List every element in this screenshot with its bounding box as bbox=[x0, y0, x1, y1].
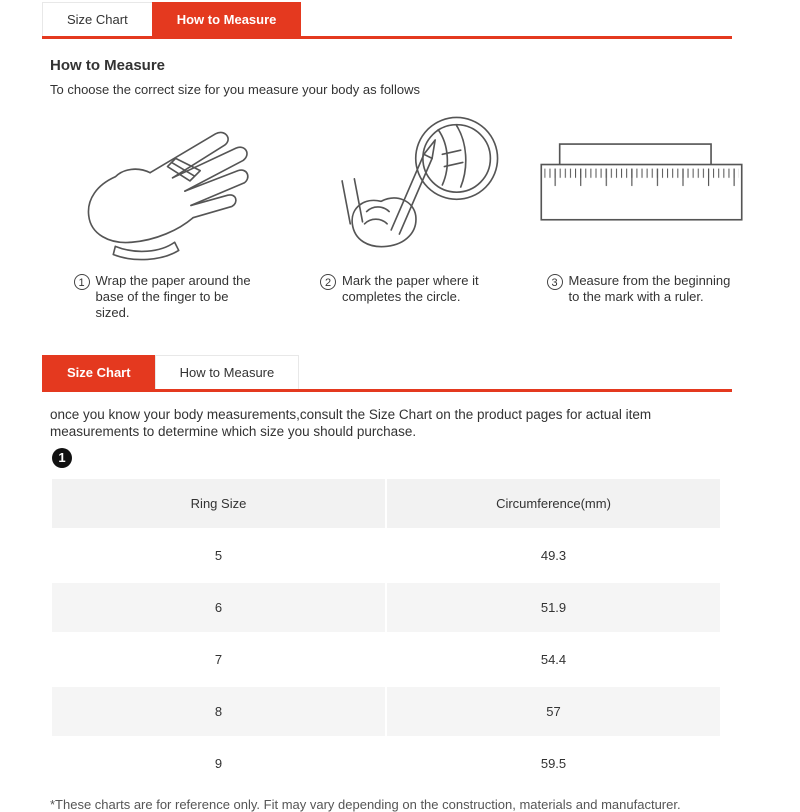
tab-size-chart[interactable]: Size Chart bbox=[42, 355, 156, 389]
tab-underline bbox=[42, 389, 732, 392]
circumference-cell: 57 bbox=[387, 687, 720, 736]
step-number: 2 bbox=[320, 274, 336, 290]
table-row bbox=[52, 531, 720, 580]
ring-size-table bbox=[50, 476, 722, 791]
circumference-cell: 49.3 bbox=[540, 548, 567, 563]
step-measure-ruler bbox=[529, 107, 754, 321]
step-caption-text: Mark the paper where it completes the circle. bbox=[342, 273, 479, 304]
col-header-circumference: Circumference(mm) bbox=[387, 479, 720, 528]
tab-how-to-measure[interactable]: How to Measure bbox=[152, 2, 302, 36]
tab-underline bbox=[42, 36, 732, 39]
circumference-cell: 54.4 bbox=[540, 652, 567, 667]
table-row bbox=[52, 635, 720, 684]
step-caption-text: Measure from the beginning to the mark with a ruler. bbox=[568, 273, 731, 304]
measure-subtitle: To choose the correct size for you measure your body as follows bbox=[50, 82, 420, 97]
table-row bbox=[52, 583, 720, 632]
hand-mark-pencil-icon bbox=[293, 107, 518, 265]
measure-steps bbox=[42, 103, 764, 321]
col-header-ring-size: Ring Size bbox=[52, 479, 385, 528]
table-row bbox=[52, 739, 720, 788]
ring-size-cell: 7 bbox=[214, 652, 223, 667]
ring-size-cell: 5 bbox=[214, 548, 223, 563]
reference-footnote: *These charts are for reference only. Fit may vary depending on the construction, materials and manufacturer. bbox=[50, 797, 681, 812]
ring-size-cell: 9 bbox=[214, 756, 223, 771]
circumference-cell: 51.9 bbox=[387, 583, 720, 632]
chart-number-badge: 1 bbox=[52, 448, 72, 468]
ring-size-cell: 6 bbox=[52, 583, 385, 632]
step-number: 1 bbox=[74, 274, 90, 290]
hand-wrap-paper-icon bbox=[56, 107, 281, 265]
ring-size-cell: 8 bbox=[52, 687, 385, 736]
ruler-measure-icon bbox=[529, 107, 754, 265]
size-chart-tabbar bbox=[42, 355, 764, 389]
tab-how-to-measure[interactable]: How to Measure bbox=[155, 355, 300, 389]
measure-title: How to Measure bbox=[50, 57, 166, 74]
tab-size-chart[interactable]: Size Chart bbox=[42, 2, 153, 36]
measure-tabbar bbox=[42, 2, 764, 36]
size-chart-intro: once you know your body measurements,consult the Size Chart on the product pages for actual item measurements to determine which size you should purchase. bbox=[50, 407, 652, 439]
circumference-cell: 59.5 bbox=[540, 756, 567, 771]
table-row bbox=[52, 687, 720, 736]
step-caption-text: Wrap the paper around the base of the finger to be sized. bbox=[95, 273, 251, 320]
step-wrap-paper bbox=[56, 107, 281, 321]
step-mark-paper bbox=[293, 107, 518, 321]
step-number: 3 bbox=[547, 274, 563, 290]
table-header-row bbox=[52, 479, 720, 528]
